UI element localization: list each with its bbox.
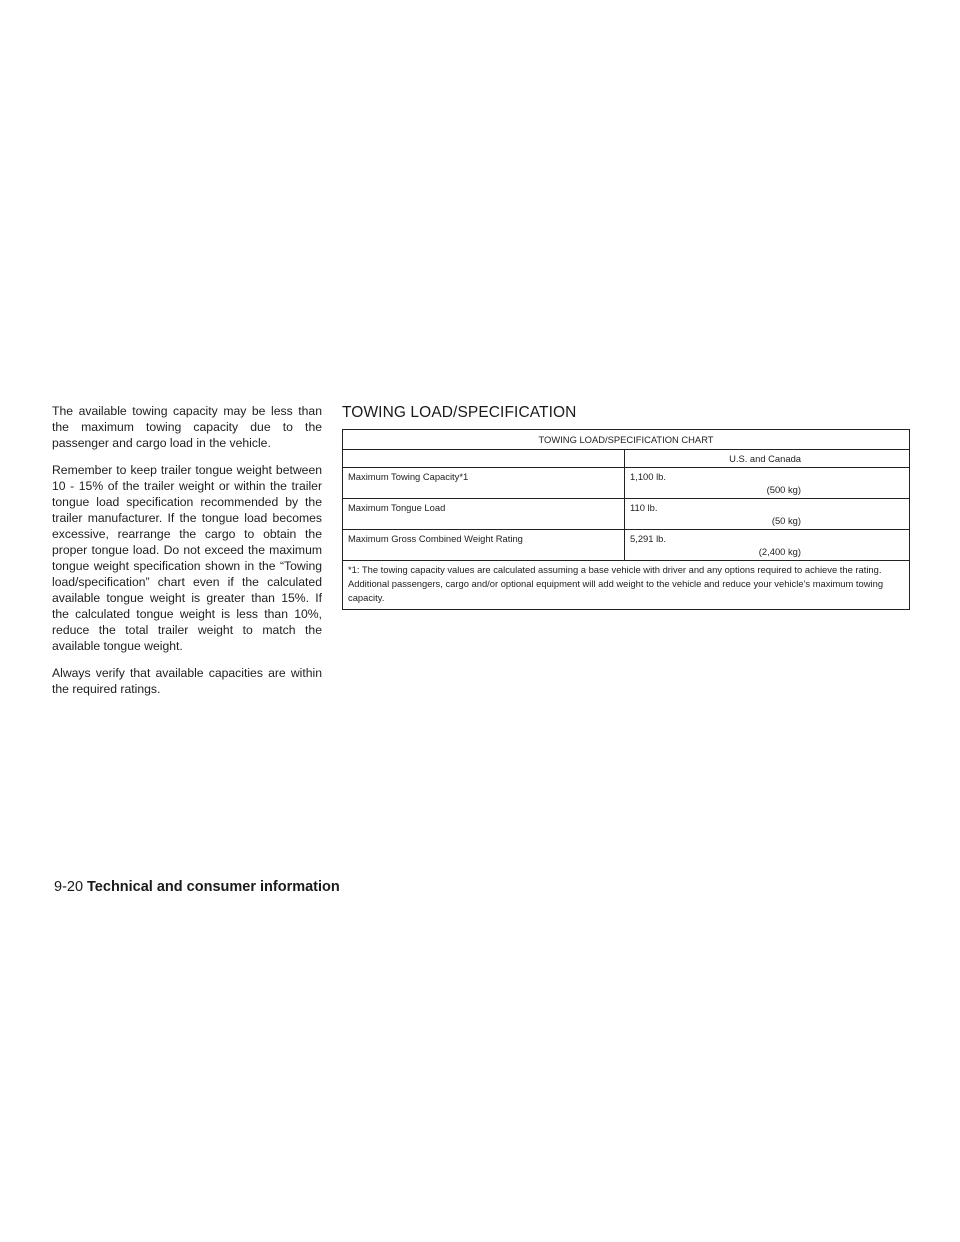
value-lb: 110 lb. [630,502,658,513]
paragraph-towing-capacity: The available towing capacity may be less than the maximum towing capacity due to the passenger and cargo load in the vehicle. [52,404,322,450]
row-label: Maximum Tongue Load [343,499,625,530]
row-label: Maximum Towing Capacity*1 [343,468,625,499]
value-kg: (500 kg) [766,484,802,495]
table-note-row [343,561,910,610]
towing-spec-table [342,429,910,610]
table-header-empty-cell [343,450,625,468]
value-kg: (50 kg) [771,515,802,526]
paragraph-verify-capacities: Always verify that available capacities are within the required ratings. [52,666,322,696]
row-value [625,499,910,530]
page-footer [54,879,340,895]
specification-column [342,403,909,610]
table-row [343,468,910,499]
table-title-row [343,430,910,450]
table-row [343,499,910,530]
row-value [625,468,910,499]
table-header-row [343,450,910,468]
table-title: TOWING LOAD/SPECIFICATION CHART [343,430,910,450]
section-heading: TOWING LOAD/SPECIFICATION [342,404,577,421]
row-value [625,530,910,561]
page-number: 9-20 [54,879,84,895]
paragraph-tongue-weight: Remember to keep trailer tongue weight between 10 - 15% of the trailer weight or within the trailer tongue load specification recommended by the trailer manufacturer. If the tongue load becomes excessive, rearrange the cargo to obtain the proper tongue load. Do not exceed the maximum tongue weight specification shown in the “Towing load/specification” chart even if the calculated available tongue weight is greater than 15%. If the calculated tongue weight is less than 10%, reduce the total trailer weight to match the available tongue weight. [52,463,322,653]
value-kg: (2,400 kg) [758,546,802,557]
table-row [343,530,910,561]
footer-section-title: Technical and consumer information [87,879,340,895]
value-lb: 5,291 lb. [630,533,666,544]
body-text-column [52,403,322,708]
value-lb: 1,100 lb. [630,471,666,482]
column-header-region: U.S. and Canada [625,450,910,468]
table-footnote: *1: The towing capacity values are calculated assuming a base vehicle with driver and any options required to achieve the rating. Additional passengers, cargo and/or optional equipment will add weight to the vehicle and reduce your vehicle’s maximum towing capacity. [343,561,910,610]
row-label: Maximum Gross Combined Weight Rating [343,530,625,561]
